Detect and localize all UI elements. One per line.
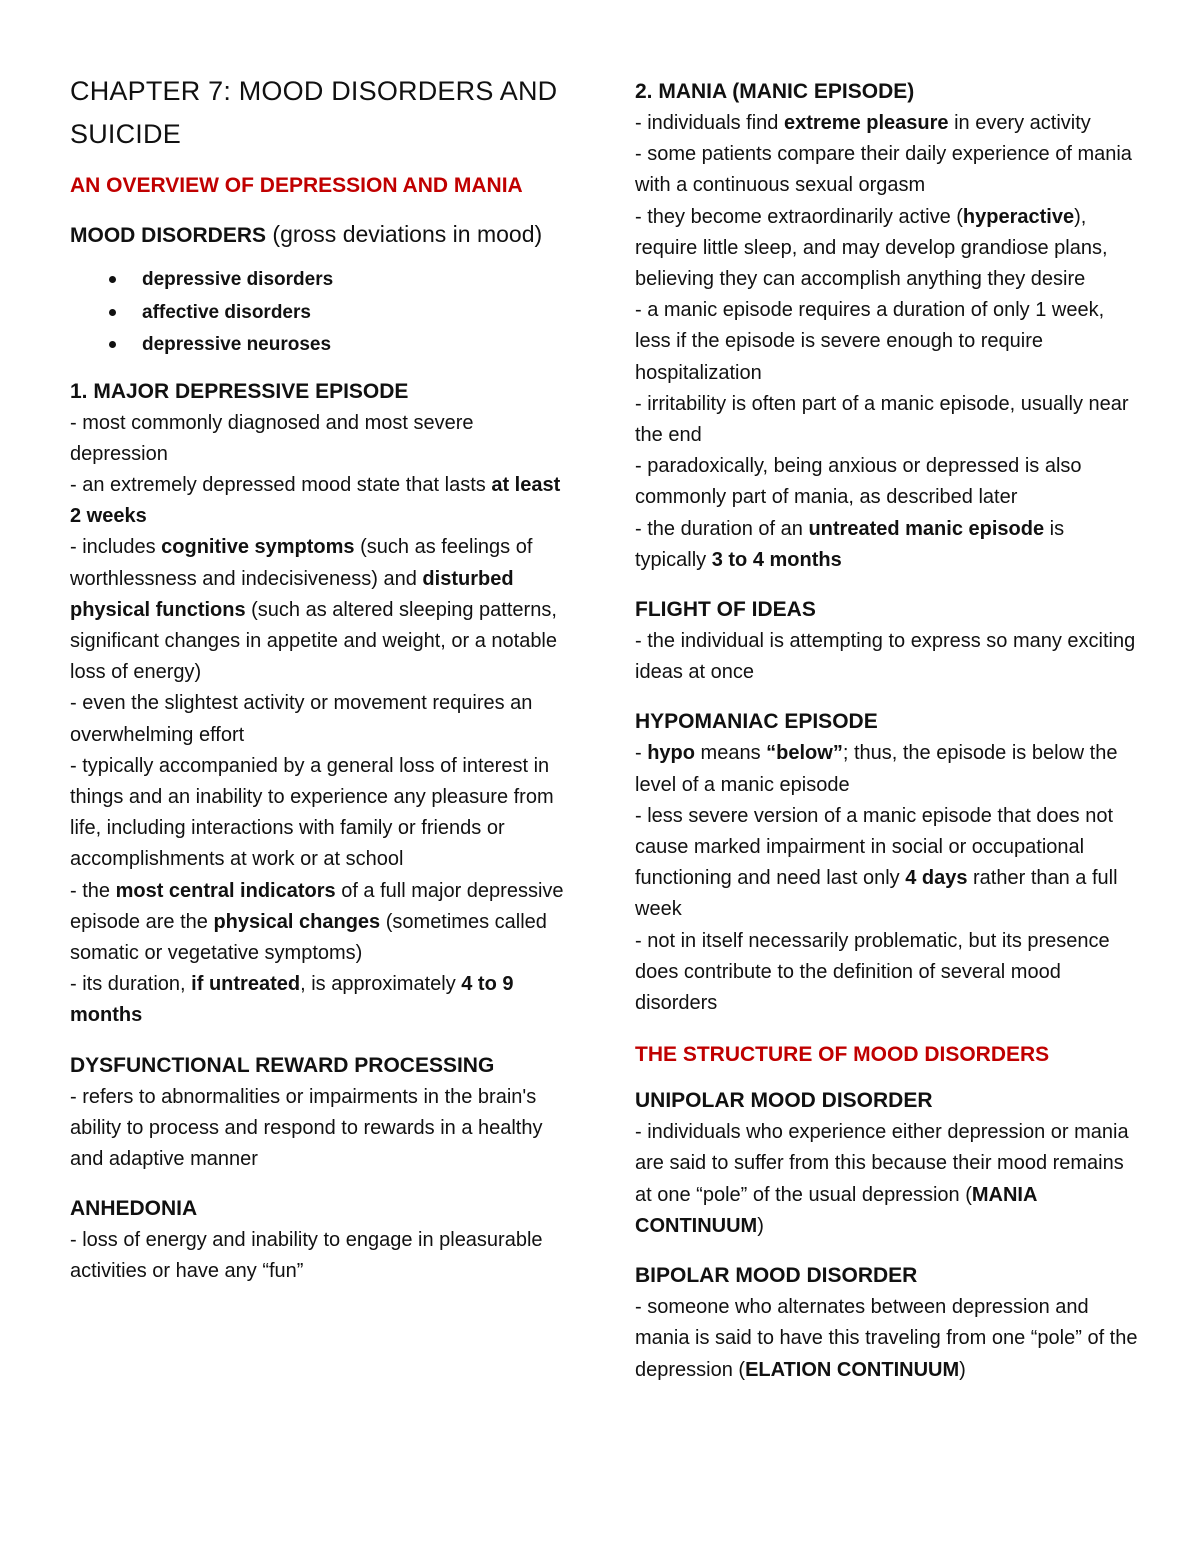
text-run: - the — [70, 879, 116, 902]
bold-run: extreme pleasure — [783, 112, 949, 134]
paragraph: - the individual is attempting to express so many exciting ideas at once — [635, 630, 1136, 684]
paragraph: - loss of energy and inability to engage in pleasurable activities or have any “fun” — [70, 1229, 543, 1283]
text-run: - an extremely depressed mood state that lasts — [70, 473, 492, 496]
paragraph: - some patients compare their daily experience of mania with a continuous sexual orgasm — [635, 143, 1132, 197]
bipolar-section — [635, 1260, 1140, 1386]
bold-run: 4 days — [905, 867, 968, 890]
paragraph — [635, 738, 1140, 800]
mood-disorders-desc: (gross deviations in mood) — [266, 221, 543, 247]
anhedonia-section — [70, 1193, 570, 1287]
major-depressive-section — [70, 376, 570, 1032]
bold-run: disturbed physical functions — [70, 567, 514, 621]
right-column — [635, 70, 1140, 1404]
anhedonia-heading: ANHEDONIA — [70, 1197, 198, 1221]
text-run: - the duration of an — [635, 517, 809, 540]
text-run: - individuals find — [635, 112, 784, 134]
text-run: rather than a full week — [635, 867, 1118, 921]
bold-run: at least 2 weeks — [70, 473, 561, 528]
paragraph: - most commonly diagnosed and most severe depression — [70, 411, 474, 465]
paragraph: - paradoxically, being anxious or depressed is also commonly part of mania, as described later — [635, 455, 1082, 509]
unipolar-heading: UNIPOLAR MOOD DISORDER — [635, 1089, 933, 1113]
left-column — [70, 70, 570, 1306]
text-run: (sometimes called somatic or vegetative symptoms) — [70, 910, 547, 964]
text-run: ; thus, the episode is below the level of a manic episode — [635, 742, 1118, 796]
text-run: - individuals who experience either depression or mania are said to suffer from this because their mood remains at one “pole” of the usual depression ( — [635, 1121, 1129, 1206]
text-run: - someone who alternates between depression and mania is said to have this traveling from one “pole” of the depression ( — [635, 1296, 1138, 1381]
text-run: - they become extraordinarily active ( — [635, 205, 963, 228]
mood-disorders-term: MOOD DISORDERS — [70, 224, 267, 247]
bold-run: hyperactive — [962, 205, 1075, 228]
mania-section — [635, 76, 1140, 576]
mania-heading: 2. MANIA (MANIC EPISODE) — [635, 80, 915, 103]
paragraph: - even the slightest activity or movement requires an overwhelming effort — [70, 692, 533, 746]
hypomaniac-heading: HYPOMANIAC EPISODE — [635, 710, 878, 734]
list-item: affective disorders — [142, 297, 570, 330]
text-run: , is approximately — [300, 973, 462, 996]
bold-run: 4 to 9 months — [70, 973, 514, 1027]
text-run: in every activity — [948, 112, 1091, 134]
reward-heading: DYSFUNCTIONAL REWARD PROCESSING — [70, 1053, 495, 1077]
text-run: is typically — [635, 517, 1065, 571]
mood-disorders-list — [70, 264, 570, 362]
text-run: - less severe version of a manic episode that does not cause marked impairment in social or occupational functioning and need last only — [635, 804, 1114, 890]
paragraph — [635, 1117, 1140, 1242]
paragraph — [635, 108, 1140, 139]
paragraph — [70, 532, 570, 688]
flight-heading: FLIGHT OF IDEAS — [635, 598, 816, 622]
bold-run: 3 to 4 months — [711, 548, 842, 571]
bipolar-heading: BIPOLAR MOOD DISORDER — [635, 1264, 918, 1288]
text-run: (such as feelings of worthlessness and indecisiveness) and — [70, 536, 533, 590]
chapter-title: CHAPTER 7: MOOD DISORDERS AND SUICIDE — [70, 76, 558, 149]
paragraph: - irritability is often part of a manic episode, usually near the end — [635, 392, 1129, 447]
paragraph: - typically accompanied by a general loss of interest in things and an inability to experience any pleasure from life, including interactions with family or friends or accomplishments at work or at school — [70, 754, 554, 871]
bold-run: if untreated — [191, 973, 301, 996]
paragraph — [635, 1292, 1140, 1386]
text-run: - its duration, — [70, 973, 192, 996]
bold-run: hypo — [647, 742, 695, 765]
text-run: ) — [757, 1214, 764, 1237]
paragraph: - a manic episode requires a duration of only 1 week, less if the episode is severe enough to require hospitalization — [635, 299, 1105, 384]
bold-run: untreated manic episode — [808, 517, 1045, 540]
text-run: (such as altered sleeping patterns, significant changes in appetite and weight, or a notable loss of energy) — [70, 598, 558, 684]
paragraph: - not in itself necessarily problematic, but its presence does contribute to the definition of several mood disorders — [635, 929, 1110, 1015]
flight-section — [635, 594, 1140, 688]
bold-run: “below” — [766, 742, 843, 765]
text-run: of a full major depressive episode are the — [70, 879, 564, 933]
mood-disorders-line — [70, 216, 570, 254]
paragraph — [70, 470, 570, 532]
bold-run: physical changes — [213, 910, 381, 933]
major-depressive-heading: 1. MAJOR DEPRESSIVE EPISODE — [70, 379, 409, 403]
unipolar-section — [635, 1085, 1140, 1242]
bold-run: MANIA CONTINUUM — [635, 1183, 1037, 1237]
hypomaniac-section — [635, 706, 1140, 1019]
text-run: means — [695, 742, 767, 765]
paragraph — [635, 514, 1140, 576]
paragraph: - refers to abnormalities or impairments in the brain's ability to process and respond to rewards in a healthy and adaptive manner — [70, 1085, 543, 1170]
text-run: - includes — [70, 536, 162, 559]
bold-run: most central indicators — [115, 879, 336, 902]
structure-heading: THE STRUCTURE OF MOOD DISORDERS — [635, 1043, 1050, 1067]
paragraph — [70, 876, 570, 970]
list-item: depressive neuroses — [142, 329, 570, 362]
reward-section — [70, 1050, 570, 1176]
text-run: ) — [959, 1358, 966, 1381]
overview-heading: AN OVERVIEW OF DEPRESSION AND MANIA — [70, 174, 523, 197]
text-run: ), require little sleep, and may develop grandiose plans, believing they can accomplish anything they desire — [635, 205, 1108, 291]
paragraph — [70, 969, 570, 1031]
text-run: - — [635, 742, 648, 765]
bold-run: cognitive symptoms — [161, 536, 355, 559]
paragraph — [635, 801, 1140, 926]
bold-run: ELATION CONTINUUM — [745, 1358, 960, 1381]
list-item: depressive disorders — [142, 264, 570, 297]
paragraph — [635, 202, 1140, 296]
